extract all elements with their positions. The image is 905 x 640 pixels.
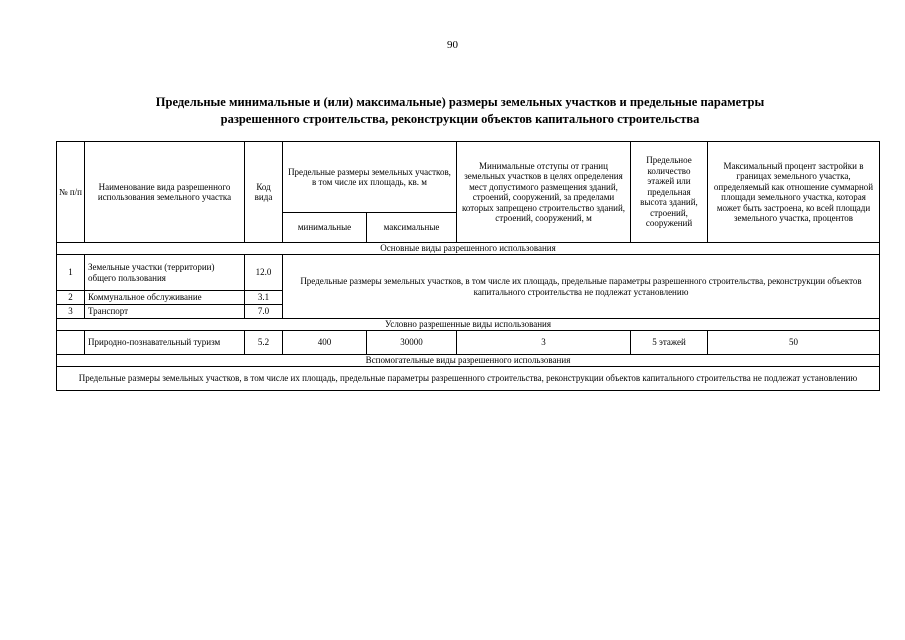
auxiliary-note-row (57, 367, 880, 391)
header-max: максимальные (367, 213, 457, 243)
row-setback: 3 (457, 331, 631, 355)
header-row-1 (57, 142, 880, 213)
page-number: 90 (447, 39, 458, 51)
row-num: 2 (57, 291, 85, 305)
document-title (60, 94, 860, 128)
header-floors: Предельное количество этажей или предельная высота зданий, строений, сооружений (631, 142, 708, 243)
section-main-row (57, 243, 880, 255)
row-min: 400 (283, 331, 367, 355)
row-floors: 5 этажей (631, 331, 708, 355)
parameters-table (56, 141, 880, 391)
section-conditional-row (57, 319, 880, 331)
row-code: 3.1 (245, 291, 283, 305)
section-conditional: Условно разрешенные виды использования (57, 319, 880, 331)
header-coverage: Максимальный процент застройки в границах земельного участка, определяемый как отношение суммарной площади земельного участка, которая может быть застроена, ко всей площади земельного участка, процентов (708, 142, 880, 243)
main-note: Предельные размеры земельных участков, в том числе их площадь, предельные параметры разрешенного строительства, реконструкции объектов капитального строительства не подлежат установлению (283, 255, 880, 319)
row-num (57, 331, 85, 355)
auxiliary-note: Предельные размеры земельных участков, в том числе их площадь, предельные параметры разрешенного строительства, реконструкции объектов капитального строительства не подлежат установлению (57, 367, 880, 391)
table-row (57, 331, 880, 355)
row-max: 30000 (367, 331, 457, 355)
header-plot-sizes: Предельные размеры земельных участков, в том числе их площадь, кв. м (283, 142, 457, 213)
row-code: 12.0 (245, 255, 283, 291)
row-code: 7.0 (245, 305, 283, 319)
title-line-1: Предельные минимальные и (или) максимальные) размеры земельных участков и предельные параметры (155, 95, 765, 109)
section-auxiliary: Вспомогательные виды разрешенного использования (57, 355, 880, 367)
row-name: Коммунальное обслуживание (85, 291, 245, 305)
row-name: Транспорт (85, 305, 245, 319)
row-name: Земельные участки (территории) общего пользования (85, 255, 245, 291)
header-min: минимальные (283, 213, 367, 243)
row-num: 1 (57, 255, 85, 291)
header-name: Наименование вида разрешенного использования земельного участка (85, 142, 245, 243)
row-coverage: 50 (708, 331, 880, 355)
header-num: № п/п (57, 142, 85, 243)
section-main: Основные виды разрешенного использования (57, 243, 880, 255)
title-line-2: разрешенного строительства, реконструкции объектов капитального строительства (220, 112, 700, 126)
table-row (57, 255, 880, 291)
header-setbacks: Минимальные отступы от границ земельных участков в целях определения мест допустимого размещения зданий, строений, сооружений, за пределами которых запрещено строительство зданий, строений, сооружений, м (457, 142, 631, 243)
row-name: Природно-познавательный туризм (85, 331, 245, 355)
row-num: 3 (57, 305, 85, 319)
section-auxiliary-row (57, 355, 880, 367)
header-code: Код вида (245, 142, 283, 243)
row-code: 5.2 (245, 331, 283, 355)
